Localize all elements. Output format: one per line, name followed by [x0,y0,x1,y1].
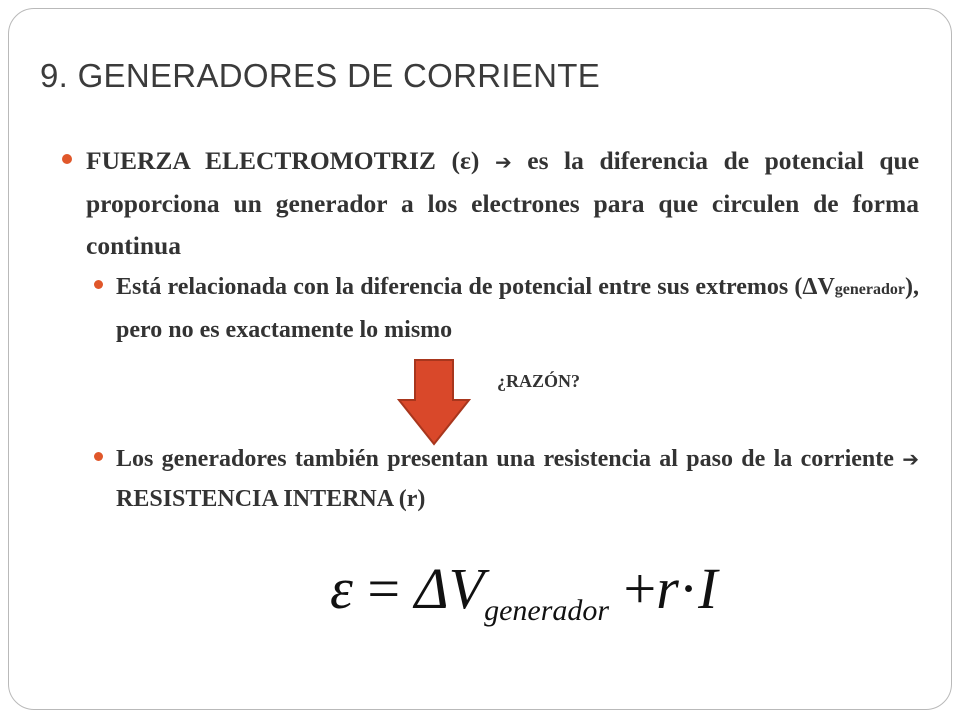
formula-epsilon: ε [330,556,353,621]
internal-resistance-term: RESISTENCIA INTERNA (r) [116,486,426,512]
formula-subscript: generador [484,594,610,627]
formula-current: I [698,556,718,621]
bullet-marker [94,280,103,289]
resistance-text: Los generadores también presentan una resistencia al paso de la corriente [116,446,903,472]
right-arrow-icon: ➔ [494,150,512,174]
slide-title: 9. GENERADORES DE CORRIENTE [40,57,601,94]
emf-term: FUERZA ELECTROMOTRIZ (ε) [86,146,480,175]
right-arrow-icon: ➔ [902,447,919,471]
down-arrow-icon [397,358,471,446]
emf-definition-text: es la diferencia de potencial que proporciona un generador a los electrones para que circulen de forma continua [86,146,920,260]
formula-plus: + [623,556,657,621]
subscript-generador: generador [834,281,905,298]
formula-r: r [656,556,679,621]
bullet-internal-resistance [116,439,919,519]
emf-formula [330,555,718,627]
bullet-marker [62,154,72,164]
formula-delta-v: ΔV [414,556,485,621]
bullet-potential-difference [116,267,919,350]
formula-equals: = [367,556,401,621]
bullet-emf-definition [86,140,919,267]
formula-dot: · [678,556,699,621]
question-razon: ¿RAZÓN? [497,371,581,391]
bullet-marker [94,452,103,461]
potential-text-before: Está relacionada con la diferencia de potencial entre sus extremos (ΔV [116,274,835,300]
potential-text-after: ), pero no es exactamente lo mismo [116,274,919,343]
